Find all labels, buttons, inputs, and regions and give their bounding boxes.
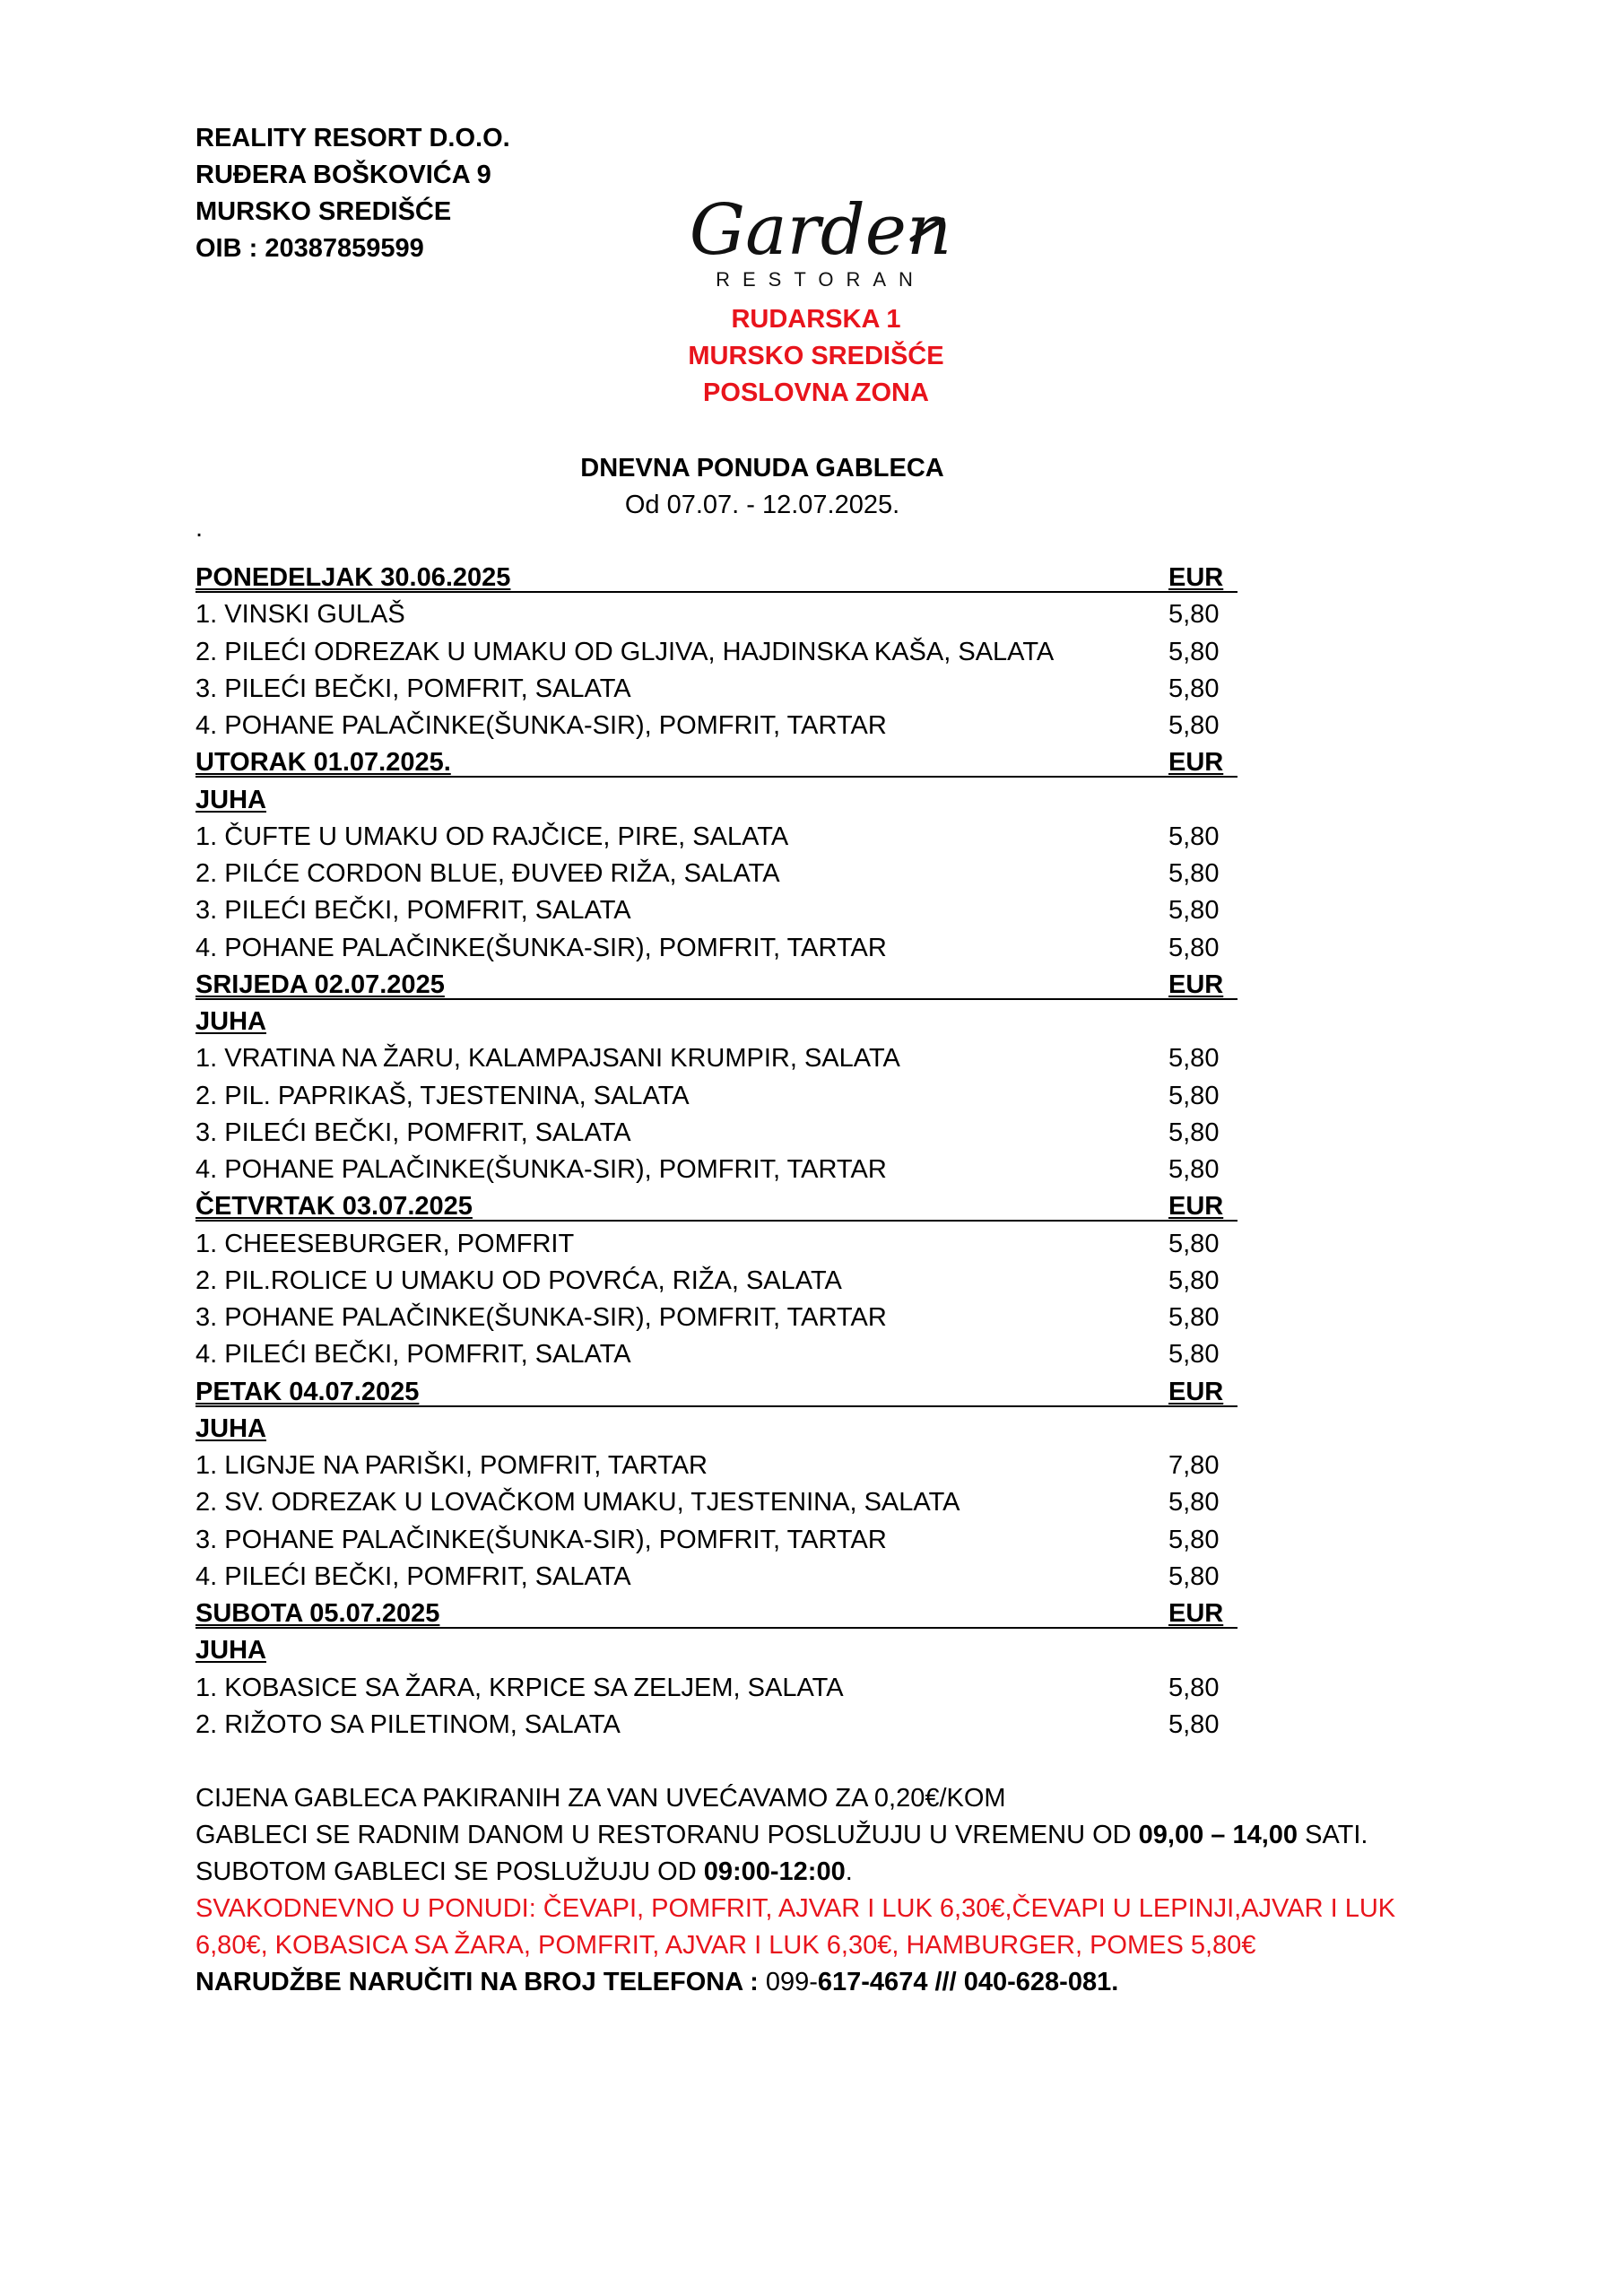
menu-item-name: 4. POHANE PALAČINKE(ŠUNKA-SIR), POMFRIT, TARTAR	[195, 1155, 887, 1184]
menu-item	[195, 1152, 1245, 1188]
packed-price-note: CIJENA GABLECA PAKIRANIH ZA VAN UVEĆAVAMO ZA 0,20€/KOM	[195, 1784, 1006, 1813]
menu-item-price: 5,80	[1168, 1081, 1220, 1110]
menu-item	[195, 1300, 1245, 1336]
menu-item	[195, 1040, 1245, 1077]
menu-item	[195, 1226, 1245, 1263]
menu-item-price: 5,80	[1168, 1488, 1220, 1518]
day-header	[195, 1374, 1245, 1411]
day-header	[195, 744, 1245, 781]
offer-heading	[484, 450, 1040, 524]
day-header	[195, 967, 1245, 1004]
menu-item-price: 5,80	[1168, 859, 1220, 888]
menu-item-price: 5,80	[1168, 1340, 1220, 1370]
location-zone: POSLOVNA ZONA	[703, 378, 929, 407]
menu-item-name: 3. PILEĆI BEČKI, POMFRIT, SALATA	[195, 896, 631, 926]
company-street: RUĐERA BOŠKOVIĆA 9	[195, 161, 491, 189]
day-header	[195, 560, 1245, 596]
phone-numbers: 617-4674 /// 040-628-081.	[817, 1968, 1119, 1996]
location-city: MURSKO SREDIŠĆE	[688, 342, 944, 370]
menu-item-name: 2. PILEĆI ODREZAK U UMAKU OD GLJIVA, HAJDINSKA KAŠA, SALATA	[195, 637, 1055, 666]
menu-item-name: 2. SV. ODREZAK U LOVAČKOM UMAKU, TJESTENINA, SALATA	[195, 1488, 960, 1518]
soup-label-row	[195, 782, 1245, 819]
menu-item	[195, 634, 1245, 671]
currency-label: EUR	[1168, 563, 1224, 592]
menu-item-name: 3. POHANE PALAČINKE(ŠUNKA-SIR), POMFRIT, TARTAR	[195, 1525, 887, 1554]
company-oib: OIB : 20387859599	[195, 234, 424, 263]
menu-item	[195, 1263, 1245, 1300]
currency-label: EUR	[1168, 748, 1224, 778]
menu-item-name: 1. CHEESEBURGER, POMFRIT	[195, 1229, 575, 1258]
menu-item-price: 5,80	[1168, 1229, 1220, 1258]
menu-item	[195, 708, 1245, 744]
saturday-hours-suffix: .	[845, 1857, 853, 1886]
menu-item	[195, 1559, 1245, 1596]
menu-item-name: 1. ČUFTE U UMAKU OD RAJČICE, PIRE, SALATA	[195, 822, 789, 851]
weekday-hours-suffix: SATI.	[1298, 1821, 1368, 1849]
garden-restoran-logo	[677, 184, 964, 305]
menu-item-price: 5,80	[1168, 1525, 1220, 1554]
menu-item	[195, 1115, 1245, 1152]
soup-label: JUHA	[195, 1007, 266, 1036]
soup-label-row	[195, 1004, 1245, 1040]
menu-item-name: 4. POHANE PALAČINKE(ŠUNKA-SIR), POMFRIT, TARTAR	[195, 711, 887, 740]
day-title: UTORAK 01.07.2025.	[195, 748, 451, 778]
saturday-hours-note	[195, 1854, 1451, 1891]
daily-offer-line-2: 6,80€, KOBASICA SA ŽARA, POMFRIT, AJVAR I LUK 6,30€, HAMBURGER, POMES 5,80€	[195, 1931, 1256, 1960]
day-title: ČETVRTAK 03.07.2025	[195, 1192, 473, 1222]
day-title: SRIJEDA 02.07.2025	[195, 970, 445, 999]
menu-item	[195, 1448, 1245, 1484]
saturday-hours-time: 09:00-12:00	[703, 1857, 846, 1886]
menu-item-price: 5,80	[1168, 1118, 1220, 1147]
menu-item-name: 1. LIGNJE NA PARIŠKI, POMFRIT, TARTAR	[195, 1451, 708, 1480]
logo-script-text: Garden	[689, 190, 952, 271]
weekday-hours-text: GABLECI SE RADNIM DANOM U RESTORANU POSLUŽUJU U VREMENU OD	[195, 1821, 1139, 1849]
menu-item-price: 5,80	[1168, 933, 1220, 962]
soup-label-row	[195, 1411, 1245, 1448]
menu-item-price: 5,80	[1168, 1044, 1220, 1074]
footer-notes	[195, 1780, 1451, 2001]
orders-note	[195, 1964, 1451, 2001]
menu-item-name: 1. VINSKI GULAŠ	[195, 600, 405, 630]
menu-item	[195, 671, 1245, 708]
day-title: PONEDELJAK 30.06.2025	[195, 563, 511, 592]
saturday-hours-text: SUBOTOM GABLECI SE POSLUŽUJU OD	[195, 1857, 704, 1886]
menu-item	[195, 596, 1245, 633]
menu-item	[195, 1670, 1245, 1707]
menu-item-name: 1. KOBASICE SA ŽARA, KRPICE SA ZELJEM, SALATA	[195, 1673, 844, 1702]
weekday-hours-note	[195, 1817, 1451, 1854]
menu-item-name: 2. PILĆE CORDON BLUE, ĐUVEĐ RIŽA, SALATA	[195, 859, 780, 888]
company-info	[195, 120, 510, 267]
menu-item	[195, 1078, 1245, 1115]
menu-item-price: 5,80	[1168, 822, 1220, 851]
menu-item-name: 2. PIL. PAPRIKAŠ, TJESTENINA, SALATA	[195, 1081, 690, 1110]
menu-item	[195, 1484, 1245, 1521]
currency-label: EUR	[1168, 1192, 1224, 1222]
company-name: REALITY RESORT D.O.O.	[195, 124, 510, 152]
soup-label: JUHA	[195, 1413, 266, 1443]
currency-label: EUR	[1168, 970, 1224, 999]
menu-item-price: 5,80	[1168, 1561, 1220, 1591]
offer-title: DNEVNA PONUDA GABLECA	[580, 454, 944, 483]
restaurant-location	[574, 301, 1058, 412]
day-title: PETAK 04.07.2025	[195, 1377, 420, 1406]
soup-label: JUHA	[195, 785, 266, 814]
daily-menu	[195, 560, 1245, 1744]
menu-item-price: 5,80	[1168, 896, 1220, 926]
currency-label: EUR	[1168, 1599, 1224, 1628]
day-header	[195, 1188, 1245, 1225]
menu-item-name: 3. PILEĆI BEČKI, POMFRIT, SALATA	[195, 674, 631, 703]
menu-item-name: 2. PIL.ROLICE U UMAKU OD POVRĆA, RIŽA, SALATA	[195, 1265, 842, 1295]
stray-dot: .	[195, 514, 204, 543]
soup-label-row	[195, 1632, 1245, 1669]
menu-item-price: 5,80	[1168, 1303, 1220, 1332]
menu-item	[195, 1336, 1245, 1373]
menu-item-price: 5,80	[1168, 600, 1220, 630]
menu-item-price: 5,80	[1168, 637, 1220, 666]
orders-label: NARUDŽBE NARUČITI NA BROJ TELEFONA :	[195, 1968, 766, 1996]
menu-item-name: 3. PILEĆI BEČKI, POMFRIT, SALATA	[195, 1118, 631, 1147]
menu-item-price: 5,80	[1168, 711, 1220, 740]
menu-item-price: 5,80	[1168, 1155, 1220, 1184]
day-title: SUBOTA 05.07.2025	[195, 1599, 440, 1628]
company-city: MURSKO SREDIŠĆE	[195, 197, 452, 226]
menu-item-name: 4. PILEĆI BEČKI, POMFRIT, SALATA	[195, 1561, 631, 1591]
location-street: RUDARSKA 1	[731, 305, 901, 334]
menu-item-price: 5,80	[1168, 1673, 1220, 1702]
menu-item-name: 1. VRATINA NA ŽARU, KALAMPAJSANI KRUMPIR, SALATA	[195, 1044, 900, 1074]
menu-item	[195, 1707, 1245, 1744]
menu-item-price: 5,80	[1168, 1265, 1220, 1295]
menu-item-price: 5,80	[1168, 674, 1220, 703]
menu-item	[195, 1522, 1245, 1559]
logo-sub-text: RESTORAN	[716, 268, 925, 291]
menu-item-name: 3. POHANE PALAČINKE(ŠUNKA-SIR), POMFRIT, TARTAR	[195, 1303, 887, 1332]
menu-item-name: 4. PILEĆI BEČKI, POMFRIT, SALATA	[195, 1340, 631, 1370]
menu-item-name: 4. POHANE PALAČINKE(ŠUNKA-SIR), POMFRIT, TARTAR	[195, 933, 887, 962]
offer-dates: Od 07.07. - 12.07.2025.	[624, 491, 900, 519]
menu-item-price: 7,80	[1168, 1451, 1220, 1480]
menu-item	[195, 819, 1245, 856]
menu-item-price: 5,80	[1168, 1709, 1220, 1739]
menu-item	[195, 892, 1245, 929]
soup-label: JUHA	[195, 1636, 266, 1665]
menu-item-name: 2. RIŽOTO SA PILETINOM, SALATA	[195, 1709, 621, 1739]
menu-item	[195, 930, 1245, 967]
menu-item	[195, 856, 1245, 892]
phone-prefix: 099-	[765, 1968, 818, 1996]
daily-offer-line-1: SVAKODNEVNO U PONUDI: ČEVAPI, POMFRIT, AJVAR I LUK 6,30€,ČEVAPI U LEPINJI,AJVAR I LUK	[195, 1894, 1396, 1923]
day-header	[195, 1596, 1245, 1632]
currency-label: EUR	[1168, 1377, 1224, 1406]
weekday-hours-time: 09,00 – 14,00	[1138, 1821, 1298, 1849]
